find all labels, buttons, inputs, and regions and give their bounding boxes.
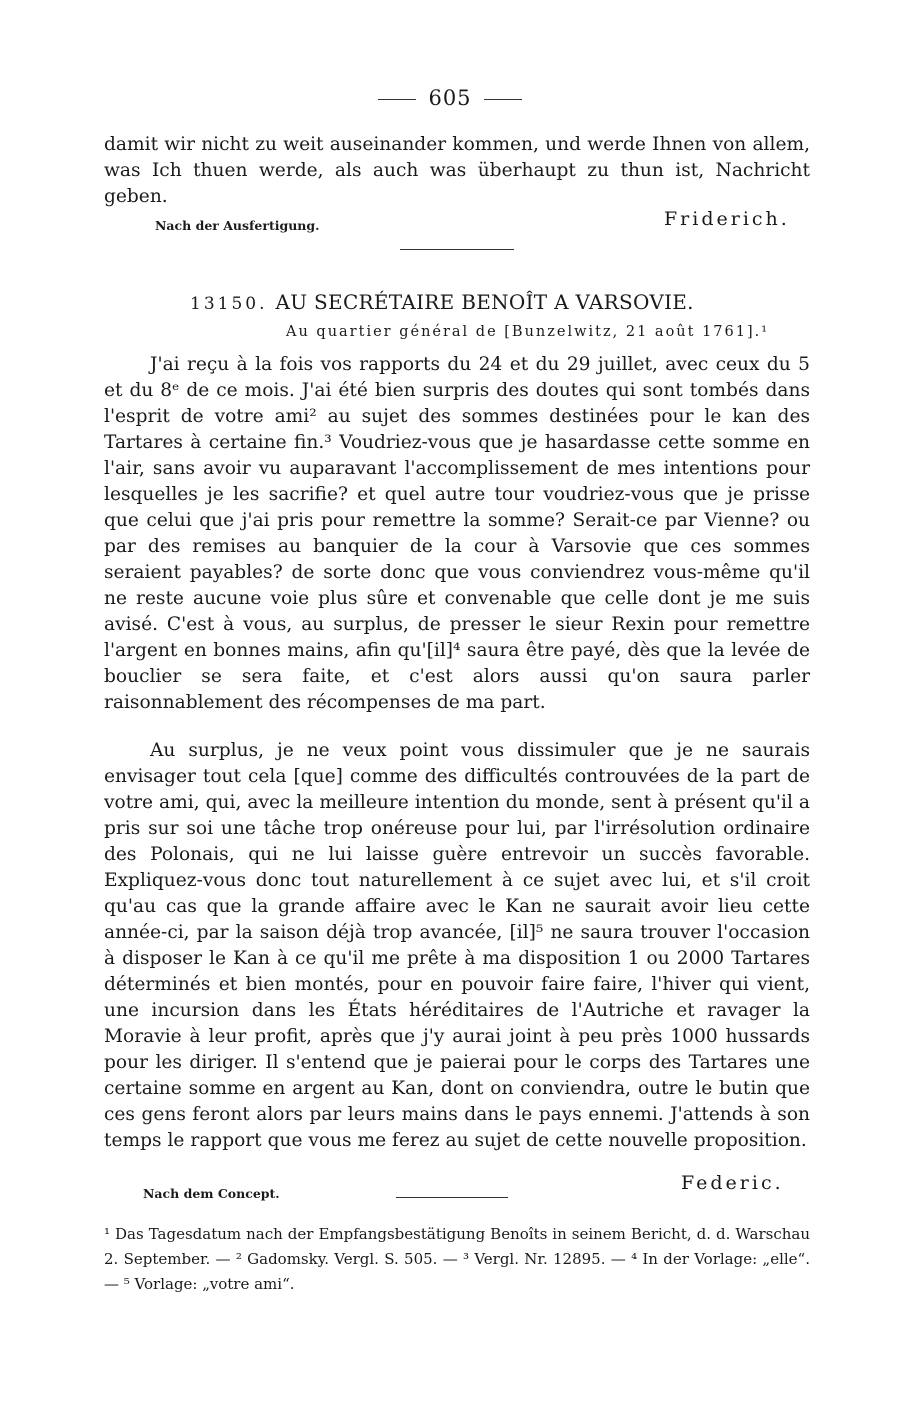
- signature-federic: Federic.: [681, 1172, 784, 1194]
- page-number-line: [0, 86, 900, 110]
- source-note-ausfertigung: Nach der Ausfertigung.: [155, 218, 320, 233]
- letter-dateline: Au quartier général de [Bunzelwitz, 21 août 1761].¹: [286, 324, 770, 340]
- letter-heading: [190, 290, 810, 314]
- letter-number: 13150.: [190, 294, 268, 314]
- page-number: 605: [428, 86, 472, 110]
- letter-paragraph-2: Au surplus, je ne veux point vous dissimuler que je ne saurais envisager tout cela [que] comme des difficultés controuvées de la part de votre ami, qui, avec la meilleure intention du monde, sent à présent qu'il a pris sur soi une tâche trop onéreuse pour lui, par l'irrésolution ordinaire des Polonais, qui ne lui laisse guère entrevoir un succès favorable. Expliquez-vous donc tout naturellement à ce sujet avec lui, et s'il croit qu'au cas que la grande affaire avec le Kan ne saurait avoir lieu cette année-ci, par la saison déjà trop avancée, [il]⁵ ne saura trouver l'occasion à disposer le Kan à ce qu'il me prête à ma disposition 1 ou 2000 Tartares déterminés et bien montés, pour en pouvoir faire faire, l'hiver qui vient, une incursion dans les États héréditaires de l'Autriche et ravager la Moravie à leur profit, après que j'y aurai joint à peu près 1000 hussards pour les diriger. Il s'entend que je paierai pour le corps des Tartares une certaine somme en argent au Kan, dont on conviendra, outre le butin que ces gens feront alors par leurs mains dans le pays ennemi. J'attends à son temps le rapport que vous me ferez au sujet de cette nouvelle proposition.: [104, 740, 810, 1151]
- section-divider-top: [400, 249, 514, 250]
- letter-title: AU SECRÉTAIRE BENOÎT A VARSOVIE.: [275, 290, 694, 314]
- footnotes: ¹ Das Tagesdatum nach der Empfangsbestätigung Benoîts in seinem Bericht, d. d. Warschau 2. September. — ² Gadomsky. Vergl. S. 505. — ³ Vergl. Nr. 12895. — ⁴ In der Vorlage: „elle“. — ⁵ Vorlage: „votre ami“.: [104, 1225, 810, 1293]
- letter-paragraph-1: J'ai reçu à la fois vos rapports du 24 et du 29 juillet, avec ceux du 5 et du 8ᵉ de ce mois. J'ai été bien surpris des doutes qui sont tombés dans l'esprit de votre ami² au sujet des sommes destinées pour le kan des Tartares à certaine fin.³ Voudriez-vous que je hasardasse cette somme en l'air, sans avoir vu auparavant l'accomplissement de mes intentions pour lesquelles je les sacrifie? et quel autre tour voudriez-vous que je prisse que celui que j'ai pris pour remettre la somme? Serait-ce par Vienne? ou par des remises au banquier de la cour à Varsovie que ces sommes seraient payables? de sorte donc que vous conviendrez vous-même qu'il ne reste aucune voie plus sûre et convenable que celle dont je me suis avisé. C'est à vous, au surplus, de presser le sieur Rexin pour remettre l'argent en bonnes mains, afin qu'[il]⁴ saura être payé, dès que la levée de bouclier se sera faite, et c'est alors aussi qu'on saura parler raisonnablement des récompenses de ma part.: [104, 354, 810, 713]
- section-divider-bottom: [396, 1197, 508, 1198]
- page-number-dash-left: [378, 99, 416, 100]
- intro-paragraph: damit wir nicht zu weit auseinander kommen, und werde Ihnen von allem, was Ich thuen werde, als auch was überhaupt zu thun ist, Nachricht geben.: [104, 134, 810, 207]
- source-note-concept: Nach dem Concept.: [143, 1186, 280, 1201]
- signature-friderich: Friderich.: [664, 208, 790, 230]
- page-number-dash-right: [484, 99, 522, 100]
